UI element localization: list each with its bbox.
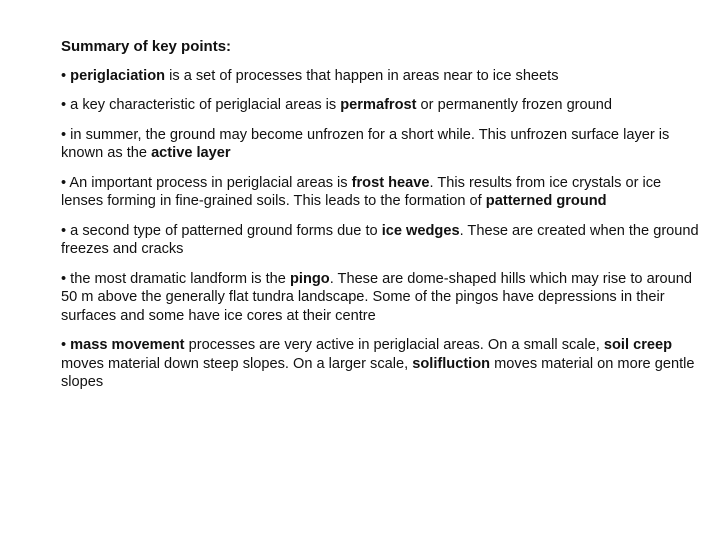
point-text: processes are very active in periglacial areas. On a small scale, <box>184 337 604 353</box>
key-term: soil creep <box>603 337 673 353</box>
key-term: frost heave <box>351 174 430 191</box>
key-term: mass movement <box>70 337 185 353</box>
summary-content <box>61 38 701 403</box>
point-text: • a key characteristic of periglacial areas is <box>61 97 341 113</box>
key-term: solifluction <box>412 355 491 372</box>
key-term: periglaciation <box>70 67 166 84</box>
point-text: is a set of processes that happen in areas near to ice sheets <box>165 67 559 84</box>
key-term: patterned ground <box>485 193 607 209</box>
key-term: permafrost <box>340 97 417 113</box>
key-points-list <box>61 67 701 392</box>
key-point <box>61 270 701 326</box>
key-point <box>61 336 701 392</box>
key-point <box>61 174 701 211</box>
point-text: moves material on more gentle slopes <box>61 355 695 390</box>
point-text: . These are created when the ground freezes and cracks <box>61 222 699 257</box>
point-text: • the most dramatic landform is the <box>61 270 290 287</box>
key-point <box>61 126 701 163</box>
key-point <box>61 222 701 259</box>
key-term: ice wedges <box>381 222 460 239</box>
key-point <box>61 96 701 115</box>
point-text: . This results from ice crystals or ice lenses forming in fine-grained soils. This leads to the formation of <box>61 174 662 209</box>
point-text: • <box>61 337 71 353</box>
point-text: . These are dome-shaped hills which may rise to around 50 m above the generally flat tundra landscape. Some of the pingos have depressions in their surfaces and some have ice cores at their centre <box>61 270 693 324</box>
point-text: • a second type of patterned ground forms due to <box>61 222 382 239</box>
point-text: • in summer, the ground may become unfrozen for a short while. This unfrozen surface layer is known as the <box>61 126 670 161</box>
key-term: active layer <box>151 145 231 161</box>
point-text: or permanently frozen ground <box>416 97 613 113</box>
key-term: pingo <box>289 270 330 287</box>
point-text: moves material down steep slopes. On a larger scale, <box>61 355 413 372</box>
point-text: • <box>61 67 71 84</box>
key-point <box>61 67 701 86</box>
point-text: • An important process in periglacial areas is <box>61 174 352 191</box>
summary-heading: Summary of key points: <box>61 38 232 55</box>
